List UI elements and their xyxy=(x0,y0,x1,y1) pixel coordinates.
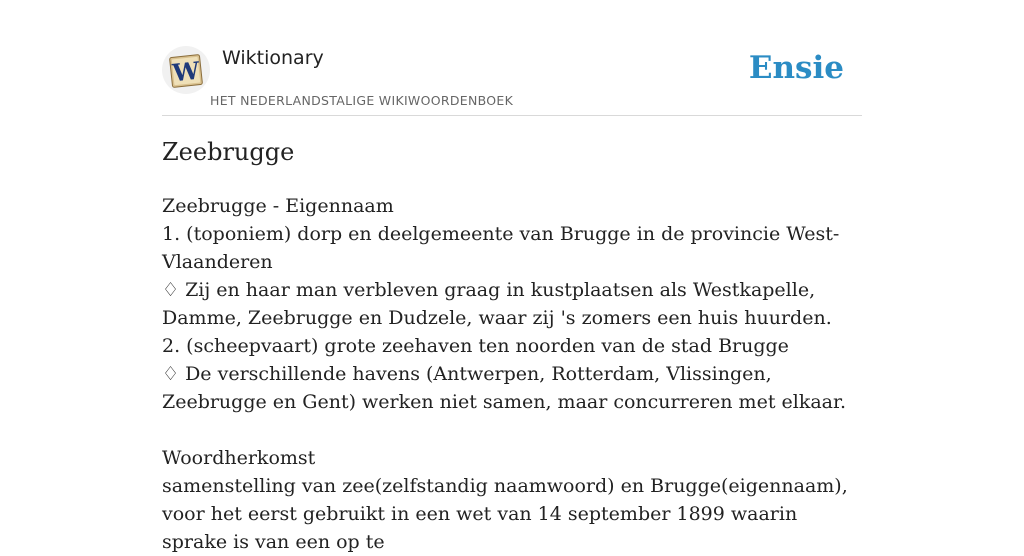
site-name[interactable]: Wiktionary xyxy=(222,47,324,69)
example-1: ♢ Zij en haar man verbleven graag in kustplaatsen als Westkapelle, Damme, Zeebrugge en Dudzele, waar zij 's zomers een huis huurden. xyxy=(162,279,832,329)
etymology-text: samenstelling van zee(zelfstandig naamwoord) en Brugge(eigennaam), voor het eerst gebruikt in een wet van 14 september 1899 waarin sprake is van een op te xyxy=(162,475,848,553)
entry-heading: Zeebrugge - Eigennaam xyxy=(162,195,394,217)
logo-letter: W xyxy=(171,55,201,88)
site-tagline: HET NEDERLANDSTALIGE WIKIWOORDENBOEK xyxy=(210,93,514,108)
paragraph-spacer xyxy=(162,416,862,444)
example-2: ♢ De verschillende havens (Antwerpen, Rotterdam, Vlissingen, Zeebrugge en Gent) werken niet samen, maar concurreren met elkaar. xyxy=(162,363,847,413)
wiktionary-logo[interactable] xyxy=(162,46,210,94)
site-header xyxy=(162,44,862,116)
entry-content xyxy=(162,192,862,556)
sense-1: 1. (toponiem) dorp en deelgemeente van Brugge in de provincie West-Vlaanderen xyxy=(162,223,840,273)
wiktionary-tile-icon xyxy=(162,46,210,94)
page-title: Zeebrugge xyxy=(162,138,295,166)
etymology-heading: Woordherkomst xyxy=(162,447,316,469)
sense-2: 2. (scheepvaart) grote zeehaven ten noorden van de stad Brugge xyxy=(162,335,789,357)
ensie-brand-link[interactable]: Ensie xyxy=(748,50,844,86)
